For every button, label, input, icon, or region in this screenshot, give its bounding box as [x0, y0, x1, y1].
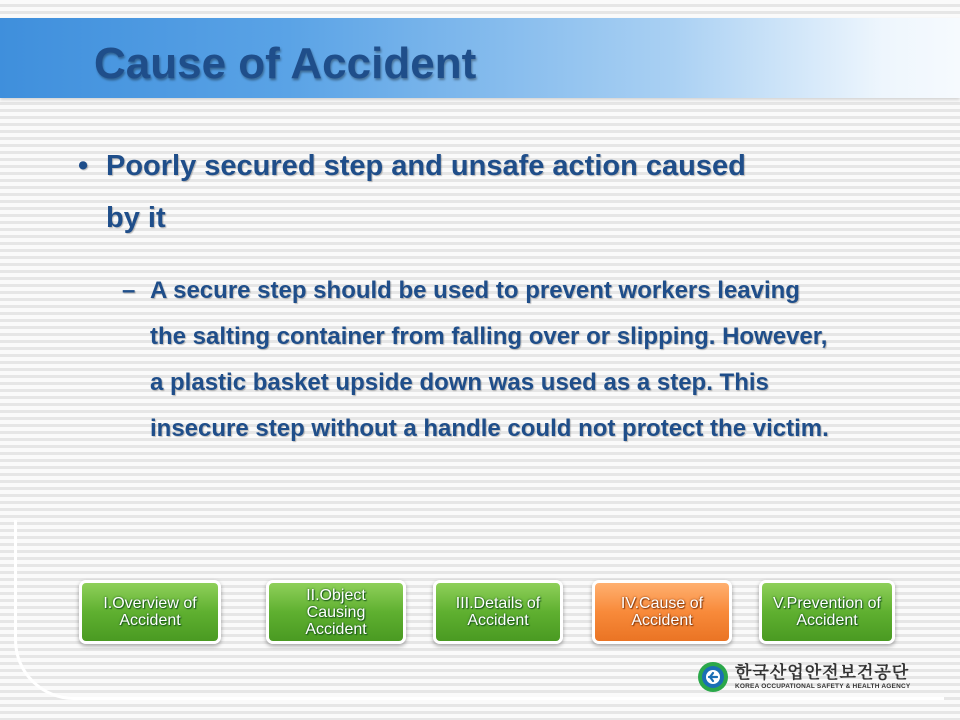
nav-button-label: V.Prevention of Accident — [773, 595, 881, 629]
nav-button-label: III.Details of Accident — [455, 595, 541, 629]
nav-button-label: IV.Cause of Accident — [620, 595, 704, 629]
sub-bullet-item — [122, 268, 842, 452]
nav-button-cause[interactable] — [592, 580, 732, 644]
sub-bullet-marker: – — [122, 277, 136, 304]
nav-button-details[interactable] — [433, 580, 563, 644]
bullet-text: Poorly secured step and unsafe action caused by it — [106, 150, 746, 234]
page-title: Cause of Accident — [94, 39, 477, 88]
nav-button-label: I.Overview of Accident — [103, 595, 197, 629]
agency-name-english: KOREA OCCUPATIONAL SAFETY & HEALTH AGENCY — [735, 682, 911, 690]
agency-logo-text — [735, 664, 910, 691]
nav-button-prevention[interactable] — [759, 580, 895, 644]
agency-emblem-icon — [697, 661, 729, 693]
agency-name-korean: 한국산업안전보건공단 — [735, 662, 910, 683]
agency-logo — [697, 660, 927, 694]
bullet-marker: • — [78, 150, 89, 182]
nav-button-object[interactable] — [266, 580, 406, 644]
sub-bullet-text: A secure step should be used to prevent workers leaving the salting container from falling over or slipping. However, a plastic basket upside down was used as a step. This insecure step without a handle could not protect the victim. — [150, 277, 829, 442]
nav-button-overview[interactable] — [79, 580, 221, 644]
bullet-item — [78, 140, 778, 244]
nav-button-label: II.Object Causing Accident — [305, 586, 367, 638]
